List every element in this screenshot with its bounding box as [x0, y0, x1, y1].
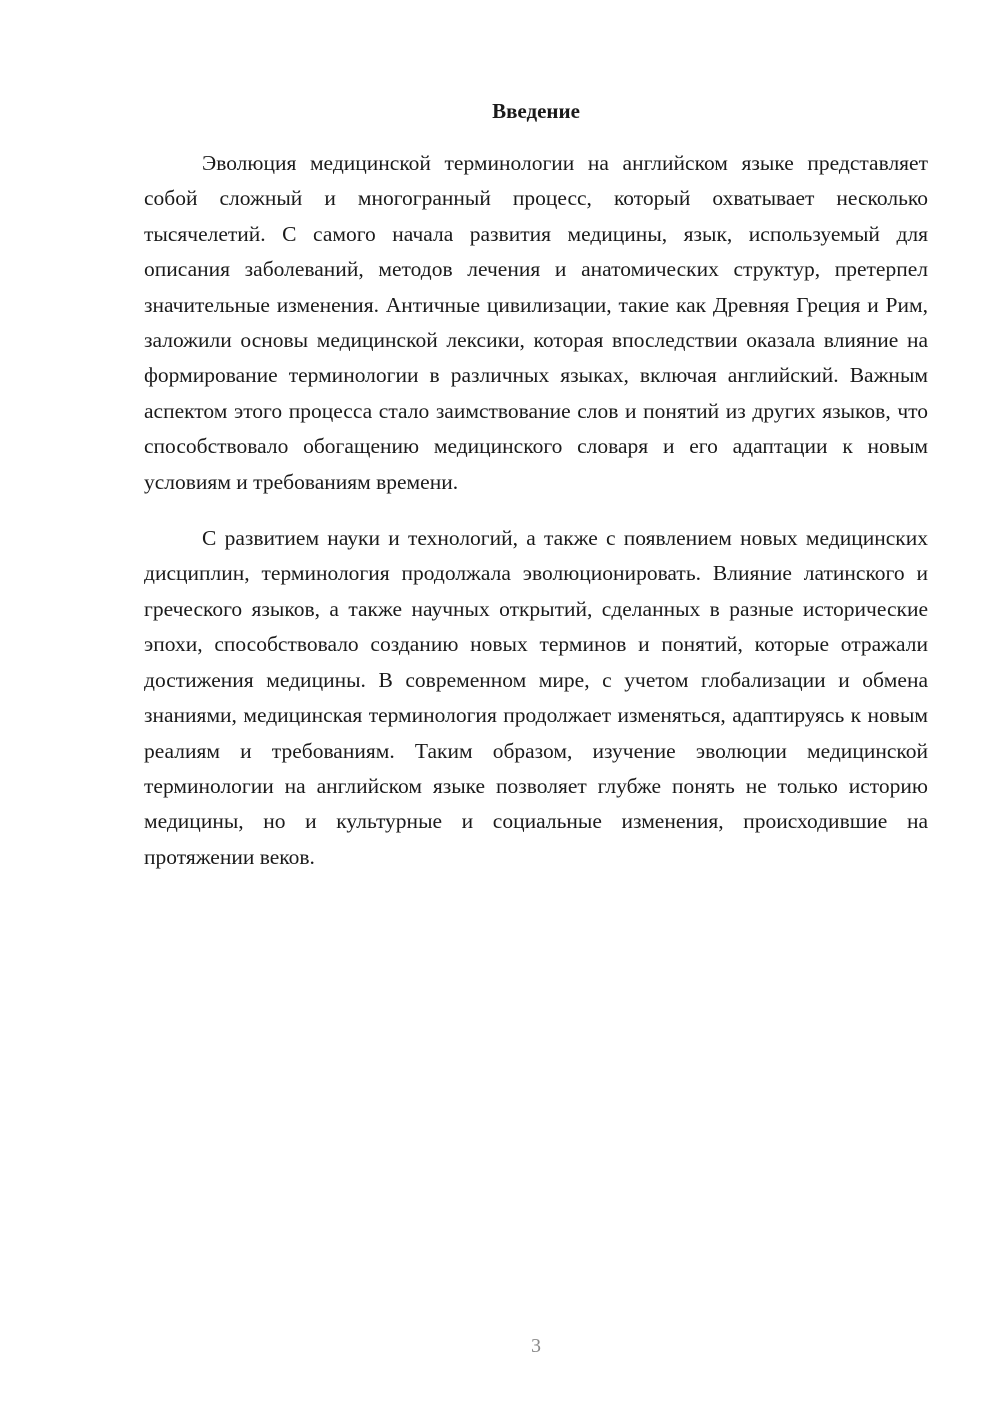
- section-heading: Введение: [492, 99, 580, 123]
- page-content: [144, 96, 928, 875]
- paragraph-1: Эволюция медицинской терминологии на английском языке представляет собой сложный и многогранный процесс, который охватывает несколько тысячелетий. С самого начала развития медицины, язык, используемый для описания заболеваний, методов лечения и анатомических структур, претерпел значительные изменения. Античные цивилизации, такие как Древняя Греция и Рим, заложили основы медицинской лексики, которая впоследствии оказала влияние на формирование терминологии в различных языках, включая английский. Важным аспектом этого процесса стало заимствование слов и понятий из других языков, что способствовало обогащению медицинского словаря и его адаптации к новым условиям и требованиям времени.: [144, 151, 928, 494]
- page-number: 3: [531, 1335, 541, 1357]
- paragraph-2: С развитием науки и технологий, а также с появлением новых медицинских дисциплин, терминология продолжала эволюционировать. Влияние латинского и греческого языков, а также научных открытий, сделанных в разные исторические эпохи, способствовало созданию новых терминов и понятий, которые отражали достижения медицины. В современном мире, с учетом глобализации и обмена знаниями, медицинская терминология продолжает изменяться, адаптируясь к новым реалиям и требованиям. Таким образом, изучение эволюции медицинской терминологии на английском языке позволяет глубже понять не только историю медицины, но и культурные и социальные изменения, происходившие на протяжении веков.: [144, 526, 928, 869]
